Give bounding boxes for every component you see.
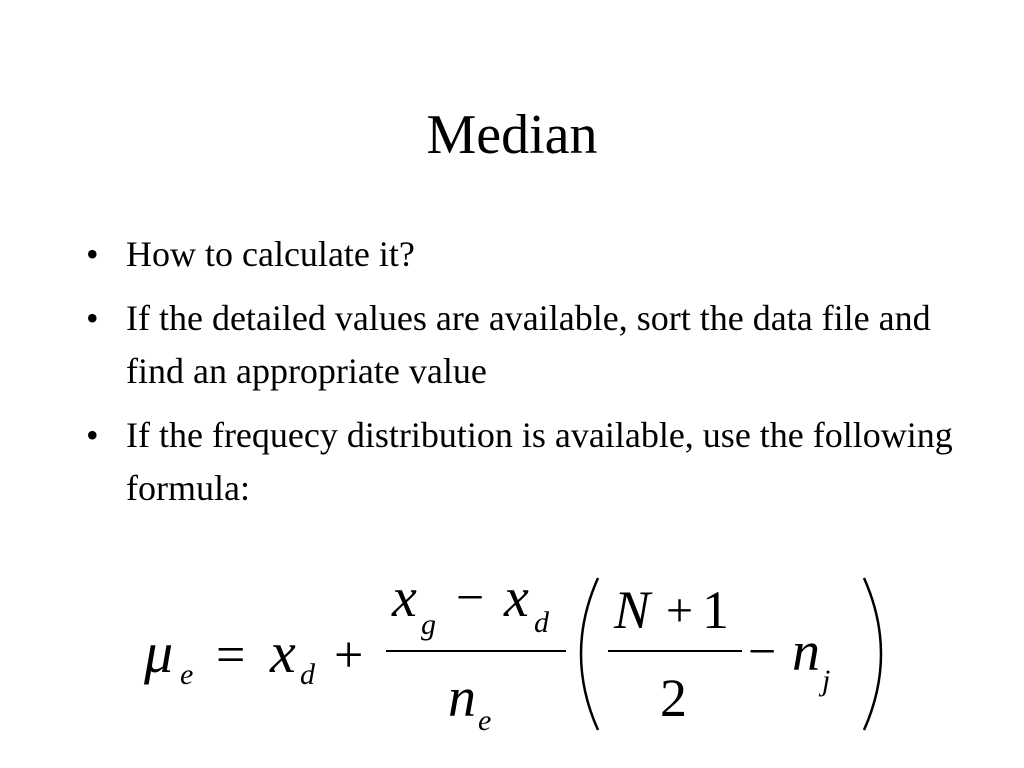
formula-plus: +: [334, 627, 364, 684]
bullet-icon: •: [86, 415, 99, 455]
formula-x-subscript-d: d: [300, 658, 315, 691]
formula-n-subscript-e: e: [478, 704, 492, 737]
close-paren: [864, 578, 881, 730]
formula-x-subscript-g: g: [421, 608, 436, 641]
formula-equals: =: [216, 627, 246, 684]
formula-x-subscript-d: d: [534, 606, 549, 639]
formula-n-subscript-j: j: [822, 664, 831, 697]
formula-minus: −: [748, 623, 777, 679]
bullet-text: If the detailed values are available, sort the data file and find an appropriate value: [126, 298, 931, 391]
formula-mu-subscript: e: [180, 658, 194, 691]
formula-x: x: [504, 567, 529, 629]
formula-one: 1: [702, 580, 729, 640]
formula-two: 2: [660, 668, 687, 728]
formula-n: n: [448, 667, 476, 729]
formula-N: N: [614, 580, 651, 640]
formula-n: n: [792, 621, 820, 683]
median-formula: [120, 560, 920, 750]
list-item: [84, 292, 964, 398]
bullet-text: How to calculate it?: [126, 234, 415, 274]
bullet-list: [84, 228, 964, 526]
formula-plus: +: [666, 584, 694, 637]
formula-minus: −: [456, 569, 485, 625]
formula-x: x: [270, 620, 296, 685]
formula-x: x: [392, 567, 417, 629]
bullet-icon: •: [86, 298, 99, 338]
bullet-text: If the frequecy distribution is available, use the following formula:: [126, 415, 953, 508]
open-paren: [581, 578, 598, 730]
bullet-icon: •: [86, 234, 99, 274]
formula-mu: μ: [144, 620, 174, 685]
list-item: [84, 409, 964, 515]
slide-title: Median: [426, 104, 598, 166]
list-item: [84, 228, 964, 281]
